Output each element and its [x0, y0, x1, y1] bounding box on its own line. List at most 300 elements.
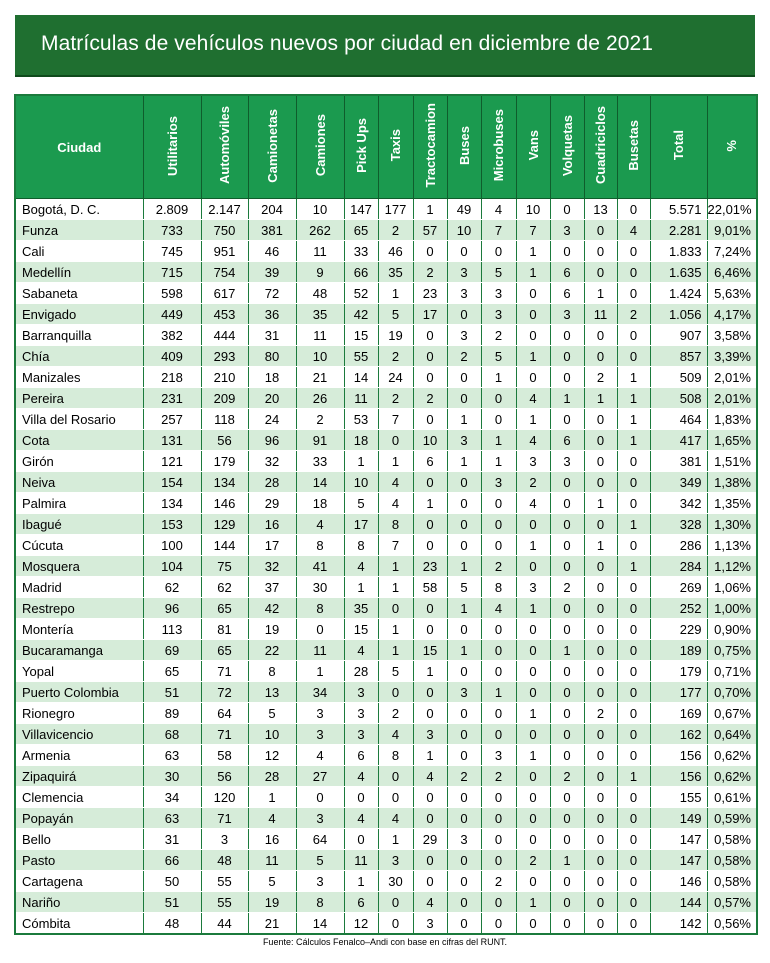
value-cell: 0 [550, 871, 584, 892]
percent-cell: 0,58% [707, 829, 757, 850]
value-cell: 8 [296, 892, 344, 913]
value-cell: 26 [296, 388, 344, 409]
value-cell: 72 [201, 682, 248, 703]
value-cell: 0 [584, 808, 617, 829]
total-cell: 328 [650, 514, 707, 535]
total-cell: 509 [650, 367, 707, 388]
value-cell: 18 [344, 430, 378, 451]
value-cell: 7 [378, 535, 413, 556]
value-cell: 0 [378, 430, 413, 451]
table-row [15, 220, 757, 241]
value-cell: 2 [481, 556, 516, 577]
value-cell: 146 [201, 493, 248, 514]
value-cell: 754 [201, 262, 248, 283]
table-row [15, 577, 757, 598]
column-header-2 [201, 95, 248, 199]
value-cell: 1 [550, 388, 584, 409]
value-cell: 382 [143, 325, 201, 346]
value-cell: 2 [584, 367, 617, 388]
value-cell: 4 [516, 493, 550, 514]
value-cell: 0 [447, 787, 481, 808]
value-cell: 0 [550, 493, 584, 514]
table-row [15, 745, 757, 766]
total-cell: 144 [650, 892, 707, 913]
value-cell: 0 [550, 535, 584, 556]
value-cell: 52 [344, 283, 378, 304]
percent-cell: 0,90% [707, 619, 757, 640]
column-header-15 [707, 95, 757, 199]
value-cell: 4 [516, 430, 550, 451]
value-cell: 19 [248, 619, 296, 640]
value-cell: 1 [378, 619, 413, 640]
city-cell: Montería [15, 619, 143, 640]
value-cell: 1 [413, 199, 447, 220]
value-cell: 1 [447, 556, 481, 577]
table-row [15, 703, 757, 724]
value-cell: 0 [584, 514, 617, 535]
value-cell: 10 [296, 346, 344, 367]
value-cell: 0 [378, 766, 413, 787]
value-cell: 32 [248, 556, 296, 577]
value-cell: 1 [447, 409, 481, 430]
value-cell: 0 [584, 892, 617, 913]
value-cell: 48 [143, 913, 201, 935]
value-cell: 10 [248, 724, 296, 745]
value-cell: 3 [413, 724, 447, 745]
column-header-11 [550, 95, 584, 199]
value-cell: 11 [296, 241, 344, 262]
value-cell: 0 [447, 241, 481, 262]
value-cell: 0 [447, 388, 481, 409]
value-cell: 0 [447, 472, 481, 493]
value-cell: 72 [248, 283, 296, 304]
value-cell: 0 [584, 241, 617, 262]
value-cell: 63 [143, 745, 201, 766]
city-cell: Cúcuta [15, 535, 143, 556]
percent-cell: 6,46% [707, 262, 757, 283]
value-cell: 1 [516, 703, 550, 724]
value-cell: 0 [550, 472, 584, 493]
table-row [15, 766, 757, 787]
value-cell: 0 [481, 829, 516, 850]
value-cell: 0 [617, 199, 650, 220]
total-cell: 142 [650, 913, 707, 935]
table-row [15, 493, 757, 514]
column-header-label: Busetas [626, 120, 641, 171]
city-cell: Bogotá, D. C. [15, 199, 143, 220]
city-cell: Bucaramanga [15, 640, 143, 661]
value-cell: 10 [516, 199, 550, 220]
value-cell: 453 [201, 304, 248, 325]
value-cell: 68 [143, 724, 201, 745]
value-cell: 3 [296, 703, 344, 724]
value-cell: 30 [143, 766, 201, 787]
value-cell: 0 [584, 913, 617, 935]
value-cell: 0 [617, 472, 650, 493]
total-cell: 179 [650, 661, 707, 682]
city-cell: Puerto Colombia [15, 682, 143, 703]
value-cell: 4 [378, 724, 413, 745]
value-cell: 49 [447, 199, 481, 220]
total-cell: 464 [650, 409, 707, 430]
value-cell: 16 [248, 829, 296, 850]
table-row [15, 409, 757, 430]
value-cell: 11 [344, 388, 378, 409]
column-header-label: Microbuses [491, 109, 506, 182]
value-cell: 17 [413, 304, 447, 325]
value-cell: 63 [143, 808, 201, 829]
value-cell: 0 [617, 640, 650, 661]
value-cell: 118 [201, 409, 248, 430]
value-cell: 5 [378, 661, 413, 682]
column-header-14 [650, 95, 707, 199]
value-cell: 37 [248, 577, 296, 598]
value-cell: 293 [201, 346, 248, 367]
value-cell: 89 [143, 703, 201, 724]
value-cell: 218 [143, 367, 201, 388]
value-cell: 14 [296, 472, 344, 493]
value-cell: 0 [378, 598, 413, 619]
table-row [15, 808, 757, 829]
value-cell: 8 [296, 535, 344, 556]
percent-cell: 0,71% [707, 661, 757, 682]
city-cell: Cómbita [15, 913, 143, 935]
value-cell: 0 [447, 808, 481, 829]
value-cell: 20 [248, 388, 296, 409]
value-cell: 65 [344, 220, 378, 241]
value-cell: 12 [344, 913, 378, 935]
value-cell: 100 [143, 535, 201, 556]
value-cell: 0 [584, 640, 617, 661]
value-cell: 8 [296, 598, 344, 619]
total-cell: 284 [650, 556, 707, 577]
city-cell: Cali [15, 241, 143, 262]
value-cell: 0 [447, 913, 481, 935]
value-cell: 0 [447, 514, 481, 535]
value-cell: 1 [344, 577, 378, 598]
value-cell: 4 [413, 766, 447, 787]
value-cell: 17 [248, 535, 296, 556]
value-cell: 1 [248, 787, 296, 808]
value-cell: 41 [296, 556, 344, 577]
city-cell: Girón [15, 451, 143, 472]
value-cell: 0 [584, 409, 617, 430]
total-cell: 857 [650, 346, 707, 367]
value-cell: 15 [344, 619, 378, 640]
value-cell: 0 [481, 388, 516, 409]
value-cell: 409 [143, 346, 201, 367]
value-cell: 0 [296, 619, 344, 640]
value-cell: 0 [617, 493, 650, 514]
value-cell: 0 [516, 871, 550, 892]
value-cell: 12 [248, 745, 296, 766]
value-cell: 745 [143, 241, 201, 262]
value-cell: 4 [344, 808, 378, 829]
city-cell: Ibagué [15, 514, 143, 535]
value-cell: 13 [584, 199, 617, 220]
value-cell: 66 [143, 850, 201, 871]
column-header-label: Total [671, 130, 686, 161]
value-cell: 0 [617, 241, 650, 262]
value-cell: 0 [550, 325, 584, 346]
value-cell: 71 [201, 808, 248, 829]
table-row [15, 346, 757, 367]
value-cell: 3 [413, 913, 447, 935]
total-cell: 252 [650, 598, 707, 619]
value-cell: 134 [143, 493, 201, 514]
value-cell: 0 [584, 325, 617, 346]
value-cell: 0 [617, 325, 650, 346]
value-cell: 0 [584, 556, 617, 577]
column-header-3 [248, 95, 296, 199]
value-cell: 0 [516, 808, 550, 829]
value-cell: 66 [344, 262, 378, 283]
value-cell: 13 [248, 682, 296, 703]
value-cell: 2 [378, 346, 413, 367]
value-cell: 6 [413, 451, 447, 472]
value-cell: 1 [481, 430, 516, 451]
value-cell: 0 [550, 367, 584, 388]
column-header-label: Vans [525, 130, 541, 161]
total-cell: 149 [650, 808, 707, 829]
value-cell: 0 [617, 724, 650, 745]
table-row [15, 619, 757, 640]
value-cell: 1 [584, 388, 617, 409]
value-cell: 0 [617, 598, 650, 619]
value-cell: 10 [447, 220, 481, 241]
value-cell: 35 [344, 598, 378, 619]
value-cell: 0 [481, 787, 516, 808]
value-cell: 65 [201, 640, 248, 661]
value-cell: 0 [584, 451, 617, 472]
value-cell: 1 [378, 283, 413, 304]
column-header-label: Camiones [312, 114, 328, 177]
value-cell: 1 [584, 283, 617, 304]
table-row [15, 829, 757, 850]
value-cell: 0 [584, 724, 617, 745]
total-cell: 342 [650, 493, 707, 514]
value-cell: 0 [617, 871, 650, 892]
value-cell: 4 [344, 766, 378, 787]
value-cell: 6 [550, 283, 584, 304]
value-cell: 120 [201, 787, 248, 808]
total-cell: 146 [650, 871, 707, 892]
value-cell: 0 [516, 514, 550, 535]
value-cell: 46 [248, 241, 296, 262]
value-cell: 4 [481, 598, 516, 619]
value-cell: 1 [584, 493, 617, 514]
column-header-12 [584, 95, 617, 199]
value-cell: 0 [550, 745, 584, 766]
value-cell: 0 [617, 346, 650, 367]
value-cell: 62 [201, 577, 248, 598]
value-cell: 0 [447, 535, 481, 556]
value-cell: 0 [617, 535, 650, 556]
value-cell: 1 [516, 409, 550, 430]
table-row [15, 640, 757, 661]
value-cell: 17 [344, 514, 378, 535]
column-header-label: Buses [456, 125, 472, 166]
value-cell: 58 [201, 745, 248, 766]
value-cell: 0 [617, 850, 650, 871]
value-cell: 51 [143, 682, 201, 703]
value-cell: 3 [344, 703, 378, 724]
value-cell: 2 [378, 388, 413, 409]
value-cell: 51 [143, 892, 201, 913]
total-cell: 147 [650, 850, 707, 871]
value-cell: 0 [550, 913, 584, 935]
value-cell: 15 [413, 640, 447, 661]
value-cell: 35 [296, 304, 344, 325]
value-cell: 0 [584, 829, 617, 850]
value-cell: 0 [550, 661, 584, 682]
city-cell: Manizales [15, 367, 143, 388]
value-cell: 0 [584, 787, 617, 808]
value-cell: 449 [143, 304, 201, 325]
value-cell: 0 [296, 787, 344, 808]
value-cell: 32 [248, 451, 296, 472]
total-cell: 5.571 [650, 199, 707, 220]
value-cell: 18 [248, 367, 296, 388]
city-cell: Clemencia [15, 787, 143, 808]
city-cell: Funza [15, 220, 143, 241]
percent-cell: 2,01% [707, 367, 757, 388]
value-cell: 0 [516, 913, 550, 935]
value-cell: 3 [516, 451, 550, 472]
total-cell: 177 [650, 682, 707, 703]
value-cell: 0 [413, 619, 447, 640]
value-cell: 28 [248, 766, 296, 787]
column-header-label: Ciudad [57, 139, 102, 155]
value-cell: 14 [344, 367, 378, 388]
value-cell: 27 [296, 766, 344, 787]
value-cell: 0 [516, 766, 550, 787]
table-row [15, 661, 757, 682]
column-header-label: Utilitarios [164, 115, 180, 176]
value-cell: 0 [447, 724, 481, 745]
value-cell: 0 [481, 535, 516, 556]
value-cell: 0 [516, 304, 550, 325]
percent-cell: 4,17% [707, 304, 757, 325]
value-cell: 0 [413, 598, 447, 619]
value-cell: 71 [201, 724, 248, 745]
value-cell: 34 [143, 787, 201, 808]
value-cell: 3 [447, 682, 481, 703]
value-cell: 2.809 [143, 199, 201, 220]
value-cell: 0 [550, 514, 584, 535]
value-cell: 0 [584, 682, 617, 703]
value-cell: 2 [481, 766, 516, 787]
value-cell: 19 [378, 325, 413, 346]
value-cell: 0 [550, 619, 584, 640]
column-header-5 [344, 95, 378, 199]
value-cell: 11 [296, 640, 344, 661]
total-cell: 169 [650, 703, 707, 724]
value-cell: 0 [584, 577, 617, 598]
value-cell: 34 [296, 682, 344, 703]
value-cell: 3 [296, 724, 344, 745]
city-cell: Popayán [15, 808, 143, 829]
value-cell: 1 [413, 661, 447, 682]
value-cell: 2 [617, 304, 650, 325]
value-cell: 1 [516, 346, 550, 367]
table-row [15, 451, 757, 472]
value-cell: 1 [516, 745, 550, 766]
value-cell: 8 [378, 514, 413, 535]
value-cell: 0 [481, 913, 516, 935]
value-cell: 0 [413, 472, 447, 493]
value-cell: 2 [516, 850, 550, 871]
value-cell: 147 [344, 199, 378, 220]
value-cell: 75 [201, 556, 248, 577]
value-cell: 0 [617, 283, 650, 304]
value-cell: 55 [201, 871, 248, 892]
value-cell: 0 [550, 808, 584, 829]
value-cell: 0 [413, 241, 447, 262]
value-cell: 154 [143, 472, 201, 493]
value-cell: 134 [201, 472, 248, 493]
column-header-label: Taxis [388, 129, 403, 162]
value-cell: 0 [550, 787, 584, 808]
table-row [15, 241, 757, 262]
value-cell: 1 [617, 766, 650, 787]
value-cell: 2 [447, 346, 481, 367]
value-cell: 3 [378, 850, 413, 871]
percent-cell: 9,01% [707, 220, 757, 241]
value-cell: 4 [344, 640, 378, 661]
total-cell: 1.833 [650, 241, 707, 262]
value-cell: 1 [378, 640, 413, 661]
value-cell: 0 [617, 619, 650, 640]
value-cell: 4 [378, 808, 413, 829]
value-cell: 33 [296, 451, 344, 472]
value-cell: 48 [296, 283, 344, 304]
percent-cell: 3,58% [707, 325, 757, 346]
total-cell: 1.635 [650, 262, 707, 283]
value-cell: 0 [550, 598, 584, 619]
value-cell: 2 [584, 703, 617, 724]
table-row [15, 598, 757, 619]
percent-cell: 0,75% [707, 640, 757, 661]
value-cell: 69 [143, 640, 201, 661]
value-cell: 0 [447, 619, 481, 640]
value-cell: 0 [584, 598, 617, 619]
value-cell: 0 [516, 619, 550, 640]
value-cell: 0 [617, 808, 650, 829]
value-cell: 1 [617, 367, 650, 388]
value-cell: 91 [296, 430, 344, 451]
value-cell: 11 [248, 850, 296, 871]
column-header-13 [617, 95, 650, 199]
value-cell: 0 [617, 451, 650, 472]
value-cell: 0 [584, 661, 617, 682]
value-cell: 29 [413, 829, 447, 850]
city-cell: Yopal [15, 661, 143, 682]
value-cell: 36 [248, 304, 296, 325]
value-cell: 3 [447, 829, 481, 850]
percent-cell: 1,00% [707, 598, 757, 619]
table-row [15, 472, 757, 493]
value-cell: 4 [481, 199, 516, 220]
table-row [15, 262, 757, 283]
value-cell: 0 [378, 787, 413, 808]
value-cell: 56 [201, 430, 248, 451]
value-cell: 80 [248, 346, 296, 367]
column-header-label: Automóviles [217, 106, 232, 185]
value-cell: 0 [516, 829, 550, 850]
column-header-label: Tractocamion [422, 103, 438, 188]
data-table-container [14, 94, 756, 935]
